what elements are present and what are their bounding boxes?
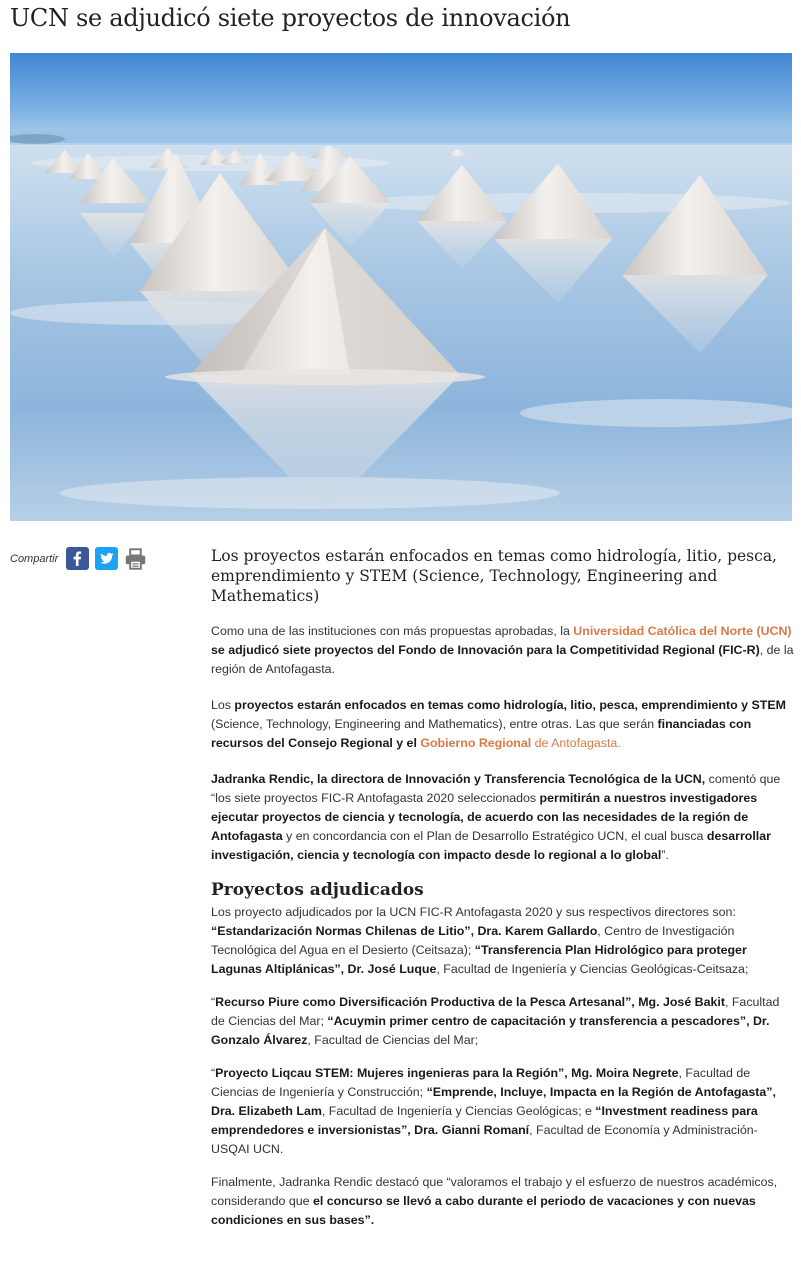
print-button[interactable] xyxy=(124,547,147,570)
ucn-link[interactable]: Universidad Católica del Norte (UCN) xyxy=(573,624,792,638)
article-title: UCN se adjudicó siete proyectos de innovación xyxy=(10,4,571,32)
paragraph-6: “Proyecto Liqcau STEM: Mujeres ingenieras para la Región”, Mg. Moira Negrete, Facultad de Ciencias de Ingeniería y Construcción; “Emprende, Incluye, Impacta en la Región de Antofagasta”, Dra. Elizabeth Lam, Facultad de Ingeniería y Ciencias Geológicas; e “Investment readiness para emprendedores e inversionistas”, Dra. Gianni Romaní, Facultad de Economía y Administración-USQAI UCN. xyxy=(211,1066,776,1156)
hero-image xyxy=(10,53,792,521)
paragraph-3: Jadranka Rendic, la directora de Innovación y Transferencia Tecnológica de la UCN, comentó que “los siete proyectos FIC-R Antofagasta 2020 seleccionados permitirán a nuestros investigadores ejecutar proyectos de ciencia y tecnología, de acuerdo con las necesidades de la región de Antofagasta y en concordancia con el Plan de Desarrollo Estratégico UCN, el cual busca desarrollar investigación, ciencia y tecnología con impacto desde lo regional a lo global”. xyxy=(211,772,781,862)
share-label: Compartir xyxy=(10,552,59,565)
twitter-share-button[interactable] xyxy=(95,547,118,570)
section-title: Proyectos adjudicados xyxy=(211,880,424,900)
paragraph-1: Como una de las instituciones con más propuestas aprobadas, la Universidad Católica del Norte (UCN) se adjudicó siete proyectos del Fondo de Innovación para la Competitividad Regional (FIC-R), de la región de Antofagasta. xyxy=(211,624,794,676)
paragraph-5: “Recurso Piure como Diversificación Productiva de la Pesca Artesanal”, Mg. José Bakit, Facultad de Ciencias del Mar; “Acuymin primer centro de capacitación y transferencia a pescadores”, Dr. Gonzalo Álvarez, Facultad de Ciencias del Mar; xyxy=(211,995,780,1047)
antofagasta-link-text[interactable]: de Antofagasta. xyxy=(531,736,621,750)
gobierno-regional-link[interactable]: Gobierno Regional xyxy=(420,736,532,750)
article-body xyxy=(211,546,795,1247)
article-lead: Los proyectos estarán enfocados en temas como hidrología, litio, pesca, emprendimiento y STEM (Science, Technology, Engineering and Mathematics) xyxy=(211,547,777,605)
paragraph-4: Los proyecto adjudicados por la UCN FIC-R Antofagasta 2020 y sus respectivos directores son: “Estandarización Normas Chilenas de Litio”, Dra. Karem Gallardo, Centro de Investigación Tecnológica del Agua en el Desierto (Ceitsaza); “Transferencia Plan Hidrológico para proteger Lagunas Altiplánicas”, Dr. José Luque, Facultad de Ingeniería y Ciencias Geológicas-Ceitsaza; xyxy=(211,905,749,976)
print-icon xyxy=(124,546,147,572)
share-bar xyxy=(10,547,153,570)
facebook-icon xyxy=(66,547,89,570)
facebook-share-button[interactable] xyxy=(66,547,89,570)
paragraph-2: Los proyectos estarán enfocados en temas como hidrología, litio, pesca, emprendimiento y STEM (Science, Technology, Engineering and Mathematics), entre otras. Las que serán financiadas con recursos del Consejo Regional y el Gobierno Regional de Antofagasta. xyxy=(211,698,786,750)
salt-flat-photo xyxy=(10,53,792,521)
paragraph-7: Finalmente, Jadranka Rendic destacó que “valoramos el trabajo y el esfuerzo de nuestros académicos, considerando que el concurso se llevó a cabo durante el periodo de vacaciones y con nuevas condiciones en sus bases”. xyxy=(211,1175,778,1227)
twitter-icon xyxy=(95,547,118,570)
